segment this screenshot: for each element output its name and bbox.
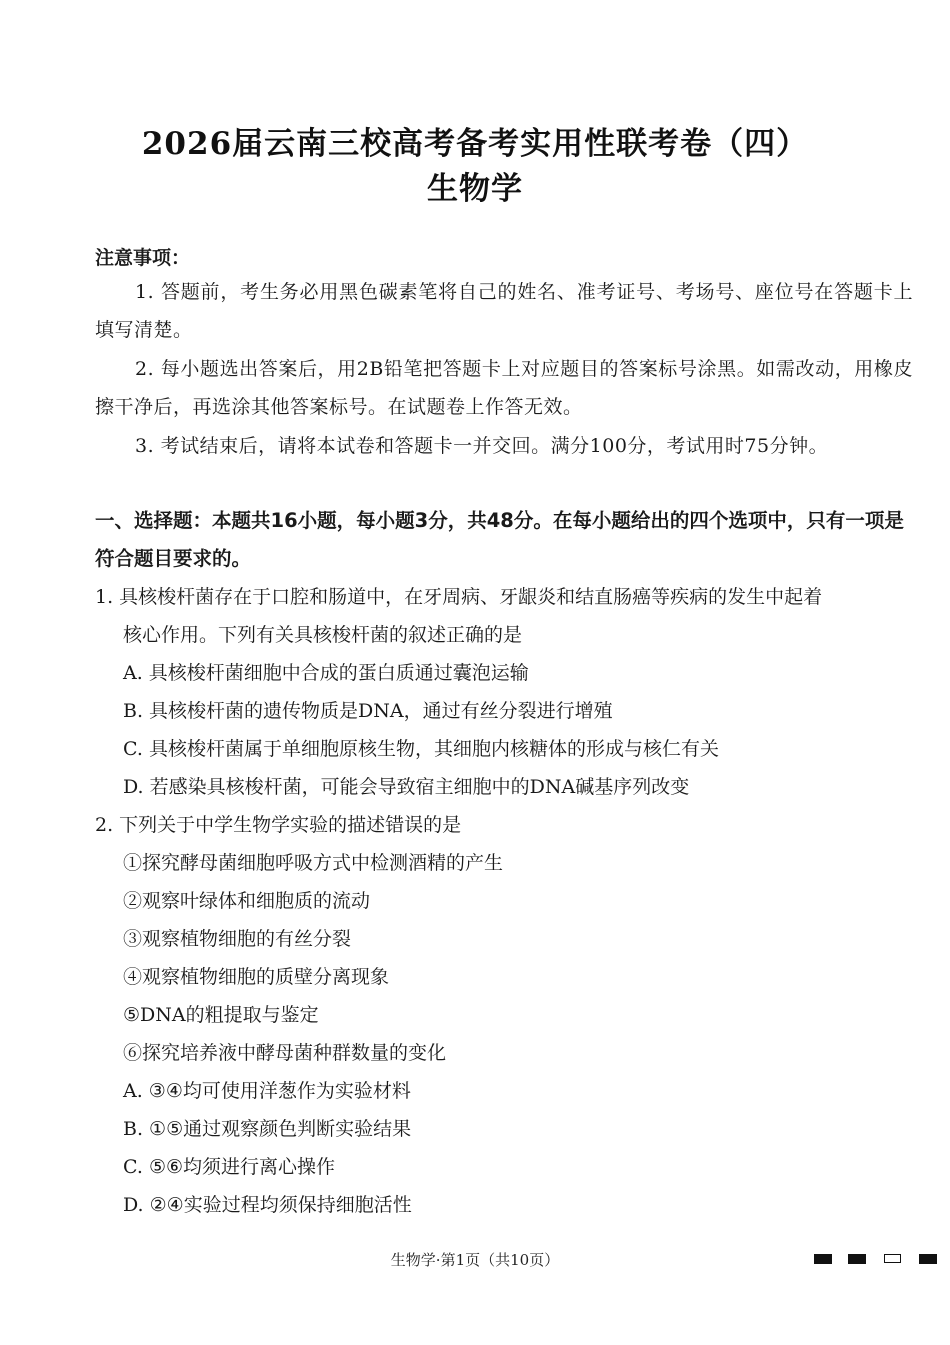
question-2-experiment-1: ①探究酵母菌细胞呼吸方式中检测酒精的产生	[123, 852, 504, 874]
filled-mark-2	[848, 1254, 866, 1264]
question-2-experiment-3: ③观察植物细胞的有丝分裂	[123, 928, 352, 950]
question-1-option-a: A. 具核梭杆菌细胞中合成的蛋白质通过囊泡运输	[123, 662, 529, 684]
question-2-experiment-5: ⑤DNA的粗提取与鉴定	[123, 1004, 319, 1026]
section-heading: 一、选择题：本题共16小题，每小题3分，共48分。在每小题给出的四个选项中，只有一项是符合题目要求的。	[95, 509, 904, 570]
question-1-option-b: B. 具核梭杆菌的遗传物质是DNA，通过有丝分裂进行增殖	[123, 700, 613, 722]
question-2-option-d: D. ②④实验过程均须保持细胞活性	[123, 1194, 412, 1216]
note-item-3: 3. 考试结束后，请将本试卷和答题卡一并交回。满分100分，考试用时75分钟。	[135, 435, 829, 457]
filled-mark-3	[919, 1254, 937, 1264]
exam-title: 2026届云南三校高考备考实用性联考卷（四）	[141, 126, 809, 162]
question-2-option-a: A. ③④均可使用洋葱作为实验材料	[123, 1080, 411, 1102]
question-1-option-d: D. 若感染具核梭杆菌，可能会导致宿主细胞中的DNA碱基序列改变	[123, 776, 690, 798]
filled-mark-1	[814, 1254, 832, 1264]
note-item-2: 2. 每小题选出答案后，用2B铅笔把答题卡上对应题目的答案标号涂黑。如需改动，用橡皮擦干净后，再选涂其他答案标号。在试题卷上作答无效。	[95, 358, 913, 418]
question-2-stem: 2. 下列关于中学生物学实验的描述错误的是	[95, 814, 462, 836]
question-2-option-b: B. ①⑤通过观察颜色判断实验结果	[123, 1118, 412, 1140]
question-2-option-c: C. ⑤⑥均须进行离心操作	[123, 1156, 336, 1178]
note-item-1: 1. 答题前，考生务必用黑色碳素笔将自己的姓名、准考证号、考场号、座位号在答题卡上填写清楚。	[95, 281, 913, 341]
question-1-option-c: C. 具核梭杆菌属于单细胞原核生物，其细胞内核糖体的形成与核仁有关	[123, 738, 719, 760]
question-2-experiment-4: ④观察植物细胞的质壁分离现象	[123, 966, 390, 988]
subject-title: 生物学	[427, 171, 523, 207]
question-2-experiment-2: ②观察叶绿体和细胞质的流动	[123, 890, 371, 912]
page-footer: 生物学·第1页（共10页）	[390, 1251, 560, 1269]
question-1-stem-line2: 核心作用。下列有关具核梭杆菌的叙述正确的是	[123, 624, 523, 646]
question-2-experiment-6: ⑥探究培养液中酵母菌种群数量的变化	[123, 1042, 447, 1064]
question-1-stem-line1: 1. 具核梭杆菌存在于口腔和肠道中，在牙周病、牙龈炎和结直肠癌等疾病的发生中起着	[95, 586, 823, 608]
notes-heading: 注意事项：	[95, 247, 191, 269]
hollow-mark	[884, 1254, 901, 1263]
